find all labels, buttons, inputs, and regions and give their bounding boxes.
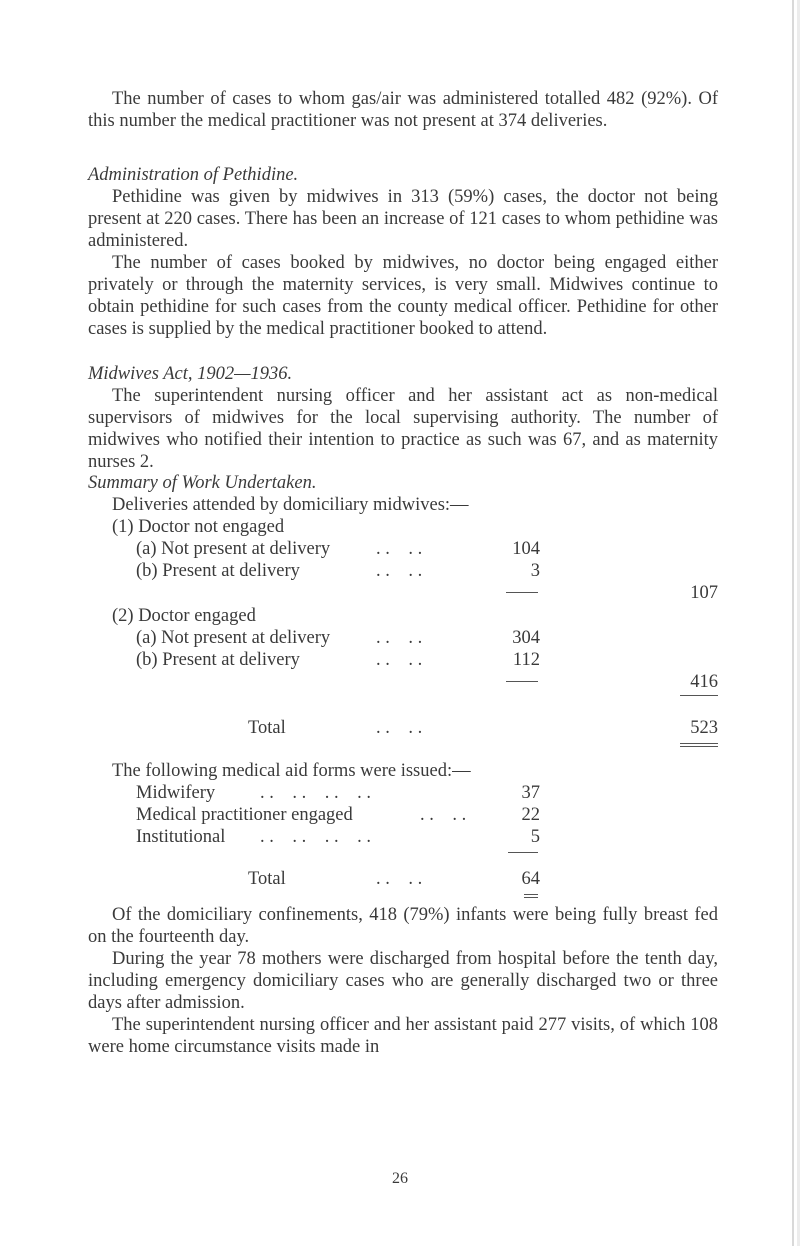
group1-b-value: 3 xyxy=(530,561,540,581)
double-rule-bottom xyxy=(524,897,538,898)
form-value-medical-practitioner: 22 xyxy=(521,805,540,825)
heading-summary: Summary of Work Undertaken. xyxy=(88,473,317,493)
leader-dots: . . . . xyxy=(420,805,467,825)
group2-subtotal: 416 xyxy=(690,672,718,692)
group1-label: (1) Doctor not engaged xyxy=(112,517,285,537)
leader-dots: . . . . xyxy=(376,869,423,889)
paragraph-discharged: During the year 78 mothers were discharged from hospital before the tenth day, including emergency domiciliary cases who are generally discharged two or three days after admission. xyxy=(88,949,718,1013)
paragraph-pethidine: Pethidine was given by midwives in 313 (59%) cases, the doctor not being present at 220 cases. There has been an increase of 121 cases to whom pethidine was administered. xyxy=(88,187,718,251)
group2-label: (2) Doctor engaged xyxy=(112,606,256,626)
paragraph-gas-air: The number of cases to whom gas/air was administered totalled 482 (92%). Of this number the medical practitioner was not present at 374 deliveries. xyxy=(88,89,718,131)
group2-a-value: 304 xyxy=(512,628,540,648)
form-label-medical-practitioner: Medical practitioner engaged xyxy=(136,805,353,825)
leader-dots: . . . . . . . . xyxy=(260,783,371,803)
double-rule-top xyxy=(680,743,718,744)
total1-label: Total xyxy=(248,718,286,738)
group2-b-label: (b) Present at delivery xyxy=(136,650,300,670)
group1-a-label: (a) Not present at delivery xyxy=(136,539,331,559)
paragraph-breast-fed: Of the domiciliary confinements, 418 (79%) infants were being fully breast fed on the fourteenth day. xyxy=(88,905,718,947)
group1-subtotal: 107 xyxy=(690,583,718,603)
forms-total-rule xyxy=(508,852,538,853)
group2-b-value: 112 xyxy=(512,650,540,670)
leader-dots: . . . . xyxy=(376,650,423,670)
double-rule-bottom xyxy=(680,746,718,747)
heading-pethidine: Administration of Pethidine. xyxy=(88,165,299,185)
leader-dots: . . . . xyxy=(376,561,423,581)
group1-a-value: 104 xyxy=(512,539,540,559)
total1-value: 523 xyxy=(690,718,718,738)
total2-value: 64 xyxy=(521,869,540,889)
paragraph-supervisors: The superintendent nursing officer and her assistant act as non-medical supervisors of midwives for the local supervising authority. The number of midwives who notified their intention to practice as such was 67, and as maternity nurses 2. xyxy=(88,386,718,472)
leader-dots: . . . . xyxy=(376,718,423,738)
subtotal-rule xyxy=(506,592,538,593)
form-value-institutional: 5 xyxy=(530,827,540,847)
form-label-midwifery: Midwifery xyxy=(136,783,216,803)
double-rule-top xyxy=(524,894,538,895)
leader-dots: . . . . xyxy=(376,628,423,648)
form-value-midwifery: 37 xyxy=(521,783,540,803)
page-number: 26 xyxy=(392,1170,408,1187)
paragraph-visits: The superintendent nursing officer and her assistant paid 277 visits, of which 108 were home circumstance visits made in xyxy=(88,1015,718,1057)
leader-dots: . . . . . . . . xyxy=(260,827,371,847)
group2-a-label: (a) Not present at delivery xyxy=(136,628,331,648)
heading-midwives-act: Midwives Act, 1902—1936. xyxy=(88,364,293,384)
form-label-institutional: Institutional xyxy=(136,827,226,847)
subtotal-rule xyxy=(506,681,538,682)
page-edge-shadow xyxy=(792,0,794,1246)
leader-dots: . . . . xyxy=(376,539,423,559)
total-rule xyxy=(680,695,718,696)
paragraph-booked-cases: The number of cases booked by midwives, no doctor being engaged either privately or through the maternity services, is very small. Midwives continue to obtain pethidine for such cases from the county medical officer. Pethidine for other cases is supplied by the medical practitioner booked to attend. xyxy=(88,253,718,339)
deliveries-intro: Deliveries attended by domiciliary midwives:— xyxy=(112,495,469,515)
group1-b-label: (b) Present at delivery xyxy=(136,561,300,581)
forms-intro: The following medical aid forms were issued:— xyxy=(112,761,471,781)
total2-label: Total xyxy=(248,869,286,889)
